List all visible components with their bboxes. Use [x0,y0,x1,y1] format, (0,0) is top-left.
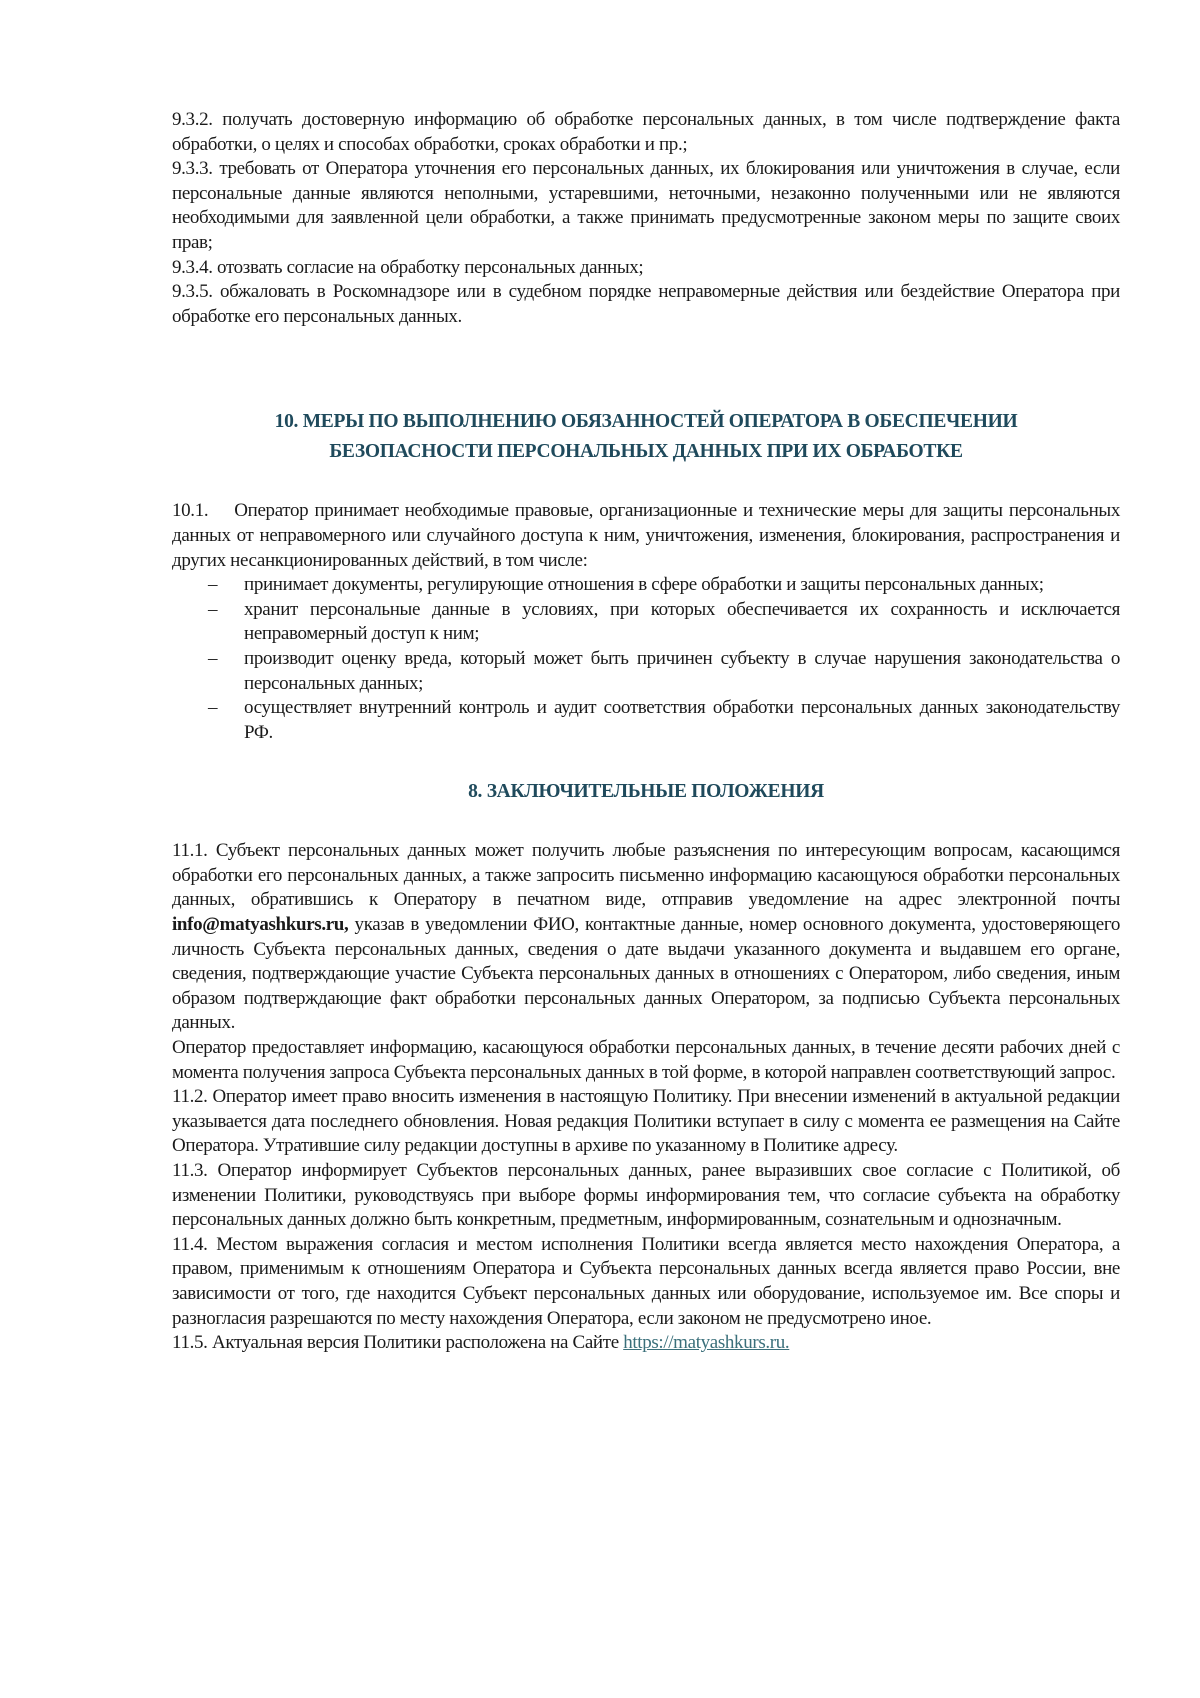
item-9-3-2: 9.3.2. получать достоверную информацию об обработке персональных данных, в том числе подтверждение факта обработки, о целях и способах обработки, сроках обработки и пр.; [172,109,1120,155]
paragraph-10-1-number: 10.1. [172,500,209,522]
list-item-text: принимает документы, регулирующие отношения в сфере обработки и защиты персональных данных; [244,574,1044,596]
list-item [172,598,1120,647]
item-9-3-3: 9.3.3. требовать от Оператора уточнения его персональных данных, их блокирования или уничтожения в случае, если персональные данные являются неполными, устаревшими, неточными, незаконно полученными или не являются необходимыми для заявленной цели обработки, а также принимать предусмотренные законом меры по защите своих прав; [172,158,1120,253]
list-item [172,647,1120,696]
document-page [172,108,1120,1356]
list-item-text: хранит персональные данные в условиях, при которых обеспечивается их сохранность и исключается неправомерный доступ к ним; [244,598,1120,645]
list-item-text: производит оценку вреда, который может быть причинен субъекту в случае нарушения законодательства о персональных данных; [244,647,1120,694]
dash-bullet: – [208,574,218,596]
paragraph-11-1-text-start: 11.1. Субъект персональных данных может получить любые разъяснения по интересующим вопросам, касающимся обработки его персональных данных, а также запросить письменно информацию касающуюся обработки персональных данных, обратившись к Оператору в печатном виде, отправив уведомление на адрес электронной почты [172,840,1120,911]
paragraph-11-5 [172,1331,1120,1356]
list-item-text: осуществляет внутренний контроль и аудит соответствия обработки персональных данных законодательству РФ. [244,697,1120,743]
paragraph-11-3: 11.3. Оператор информирует Субъектов персональных данных, ранее выразивших свое согласие с Политикой, об изменении Политики, руководствуясь при выборе формы информирования тем, что согласие субъекта на обработку персональных данных должно быть конкретным, предметным, информированным, сознательным и однозначным. [172,1160,1120,1231]
list-item [172,573,1120,598]
section-10-heading-line1: 10. МЕРЫ ПО ВЫПОЛНЕНИЮ ОБЯЗАННОСТЕЙ ОПЕРАТОРА В ОБЕСПЕЧЕНИИ [274,411,1018,433]
paragraph-11-2: 11.2. Оператор имеет право вносить изменения в настоящую Политику. При внесении изменений в актуальной редакции указывается дата последнего обновления. Новая редакция Политики вступает в силу с момента ее размещения на Сайте Оператора. Утратившие силу редакции доступны в архиве по указанному в Политике адресу. [172,1086,1120,1157]
paragraph-11-1-text-end: указав в уведомлении ФИО, контактные данные, номер основного документа, удостоверяющего личность Субъекта персональных данных, сведения о дате выдачи указанного документа и выдавшем его органе, сведения, подтверждающие участие Субъекта персональных данных в отношениях с Оператором, либо сведения, иным образом подтверждающие факт обработки персональных данных Оператором, за подписью Субъекта персональных данных. [172,914,1120,1034]
section-8-heading: 8. ЗАКЛЮЧИТЕЛЬНЫЕ ПОЛОЖЕНИЯ [468,781,824,803]
email-address: info@matyashkurs.ru, [172,914,349,936]
measures-list [172,573,1120,745]
paragraph-11-1 [172,839,1120,1036]
item-9-3-4: 9.3.4. отозвать согласие на обработку персональных данных; [172,256,644,278]
paragraph-11-4: 11.4. Местом выражения согласия и местом исполнения Политики всегда является место нахождения Оператора, а правом, применимым к отношениям Оператора и Субъекта персональных данных всегда является право России, вне зависимости от того, где находится Субъект персональных данных или оборудование, используемое им. Все споры и разногласия разрешаются по месту нахождения Оператора, если законом не предусмотрено иное. [172,1233,1120,1329]
paragraph-operator-info: Оператор предоставляет информацию, касающуюся обработки персональных данных, в течение десяти рабочих дней с момента получения запроса Субъекта персональных данных в той форме, в которой направлен соответствующий запрос. [172,1037,1120,1083]
dash-bullet: – [208,697,218,719]
section-10-heading [172,407,1120,467]
list-item [172,696,1120,745]
paragraph-11-5-text: 11.5. Актуальная версия Политики расположена на Сайте [172,1332,624,1354]
site-link[interactable]: https://matyashkurs.ru. [623,1332,790,1354]
paragraph-10-1 [172,499,1120,573]
dash-bullet: – [208,598,218,620]
paragraph-10-1-text: Оператор принимает необходимые правовые, организационные и технические меры для защиты персональных данных от неправомерного или случайного доступа к ним, уничтожения, изменения, блокирования, распространения и других несанкционированных действий, в том числе: [172,500,1120,571]
section-10-heading-line2: БЕЗОПАСНОСТИ ПЕРСОНАЛЬНЫХ ДАННЫХ ПРИ ИХ ОБРАБОТКЕ [329,441,963,463]
item-9-3-5: 9.3.5. обжаловать в Роскомнадзоре или в судебном порядке неправомерные действия или бездействие Оператора при обработке его персональных данных. [172,281,1120,327]
dash-bullet: – [208,647,218,669]
